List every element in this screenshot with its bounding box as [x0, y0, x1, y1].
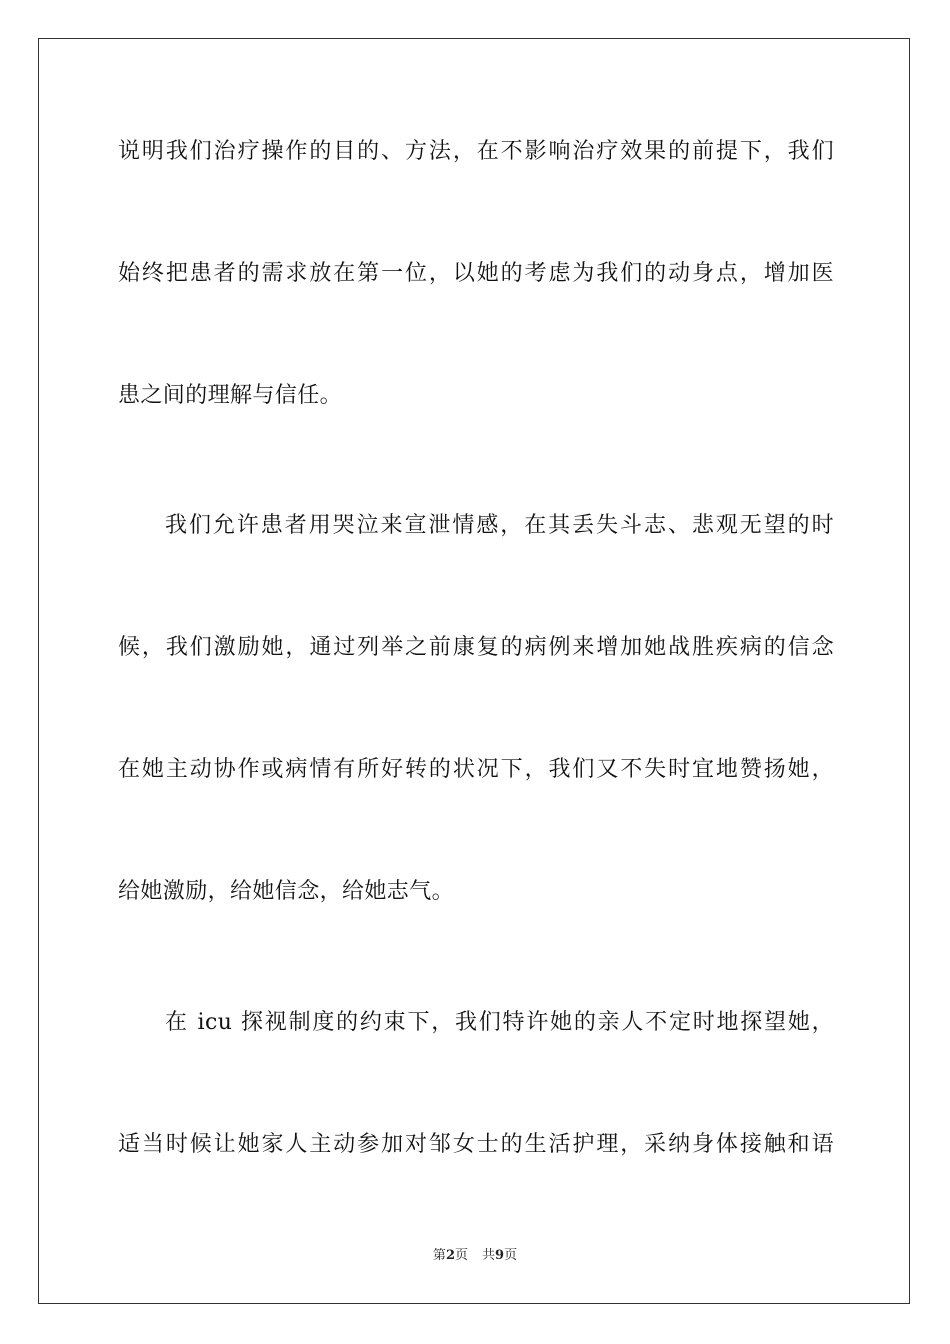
body-text-line: 我们允许患者用哭泣来宣泄情感，在其丢失斗志、悲观无望的时 — [165, 513, 834, 538]
body-text-line: 患之间的理解与信任。 — [118, 383, 343, 408]
body-text-line: 始终把患者的需求放在第一位，以她的考虑为我们的动身点，增加医 — [118, 261, 834, 286]
body-text-line: 适当时候让她家人主动参加对邹女士的生活护理，采纳身体接触和语 — [118, 1132, 834, 1157]
body-text-line: 给她激励，给她信念，给她志气。 — [118, 879, 455, 904]
total-label-suffix: 页 — [504, 1248, 518, 1263]
body-text-line: 在她主动协作或病情有所好转的状况下，我们又不失时宜地赞扬她， — [118, 757, 834, 782]
page-footer — [0, 1247, 950, 1265]
page-border — [38, 38, 910, 1304]
body-text-line: 候，我们激励她，通过列举之前康复的病例来增加她战胜疾病的信念 — [118, 635, 834, 660]
total-label-prefix: 共 — [482, 1248, 496, 1263]
current-page-number: 2 — [445, 1248, 455, 1263]
page-label-prefix: 第 — [432, 1248, 446, 1263]
body-text-line: 说明我们治疗操作的目的、方法，在不影响治疗效果的前提下，我们 — [118, 139, 834, 164]
page-label-suffix: 页 — [454, 1248, 468, 1263]
total-page-number: 9 — [495, 1248, 505, 1263]
body-text-line: 在 icu 探视制度的约束下，我们特许她的亲人不定时地探望她， — [165, 1010, 834, 1035]
